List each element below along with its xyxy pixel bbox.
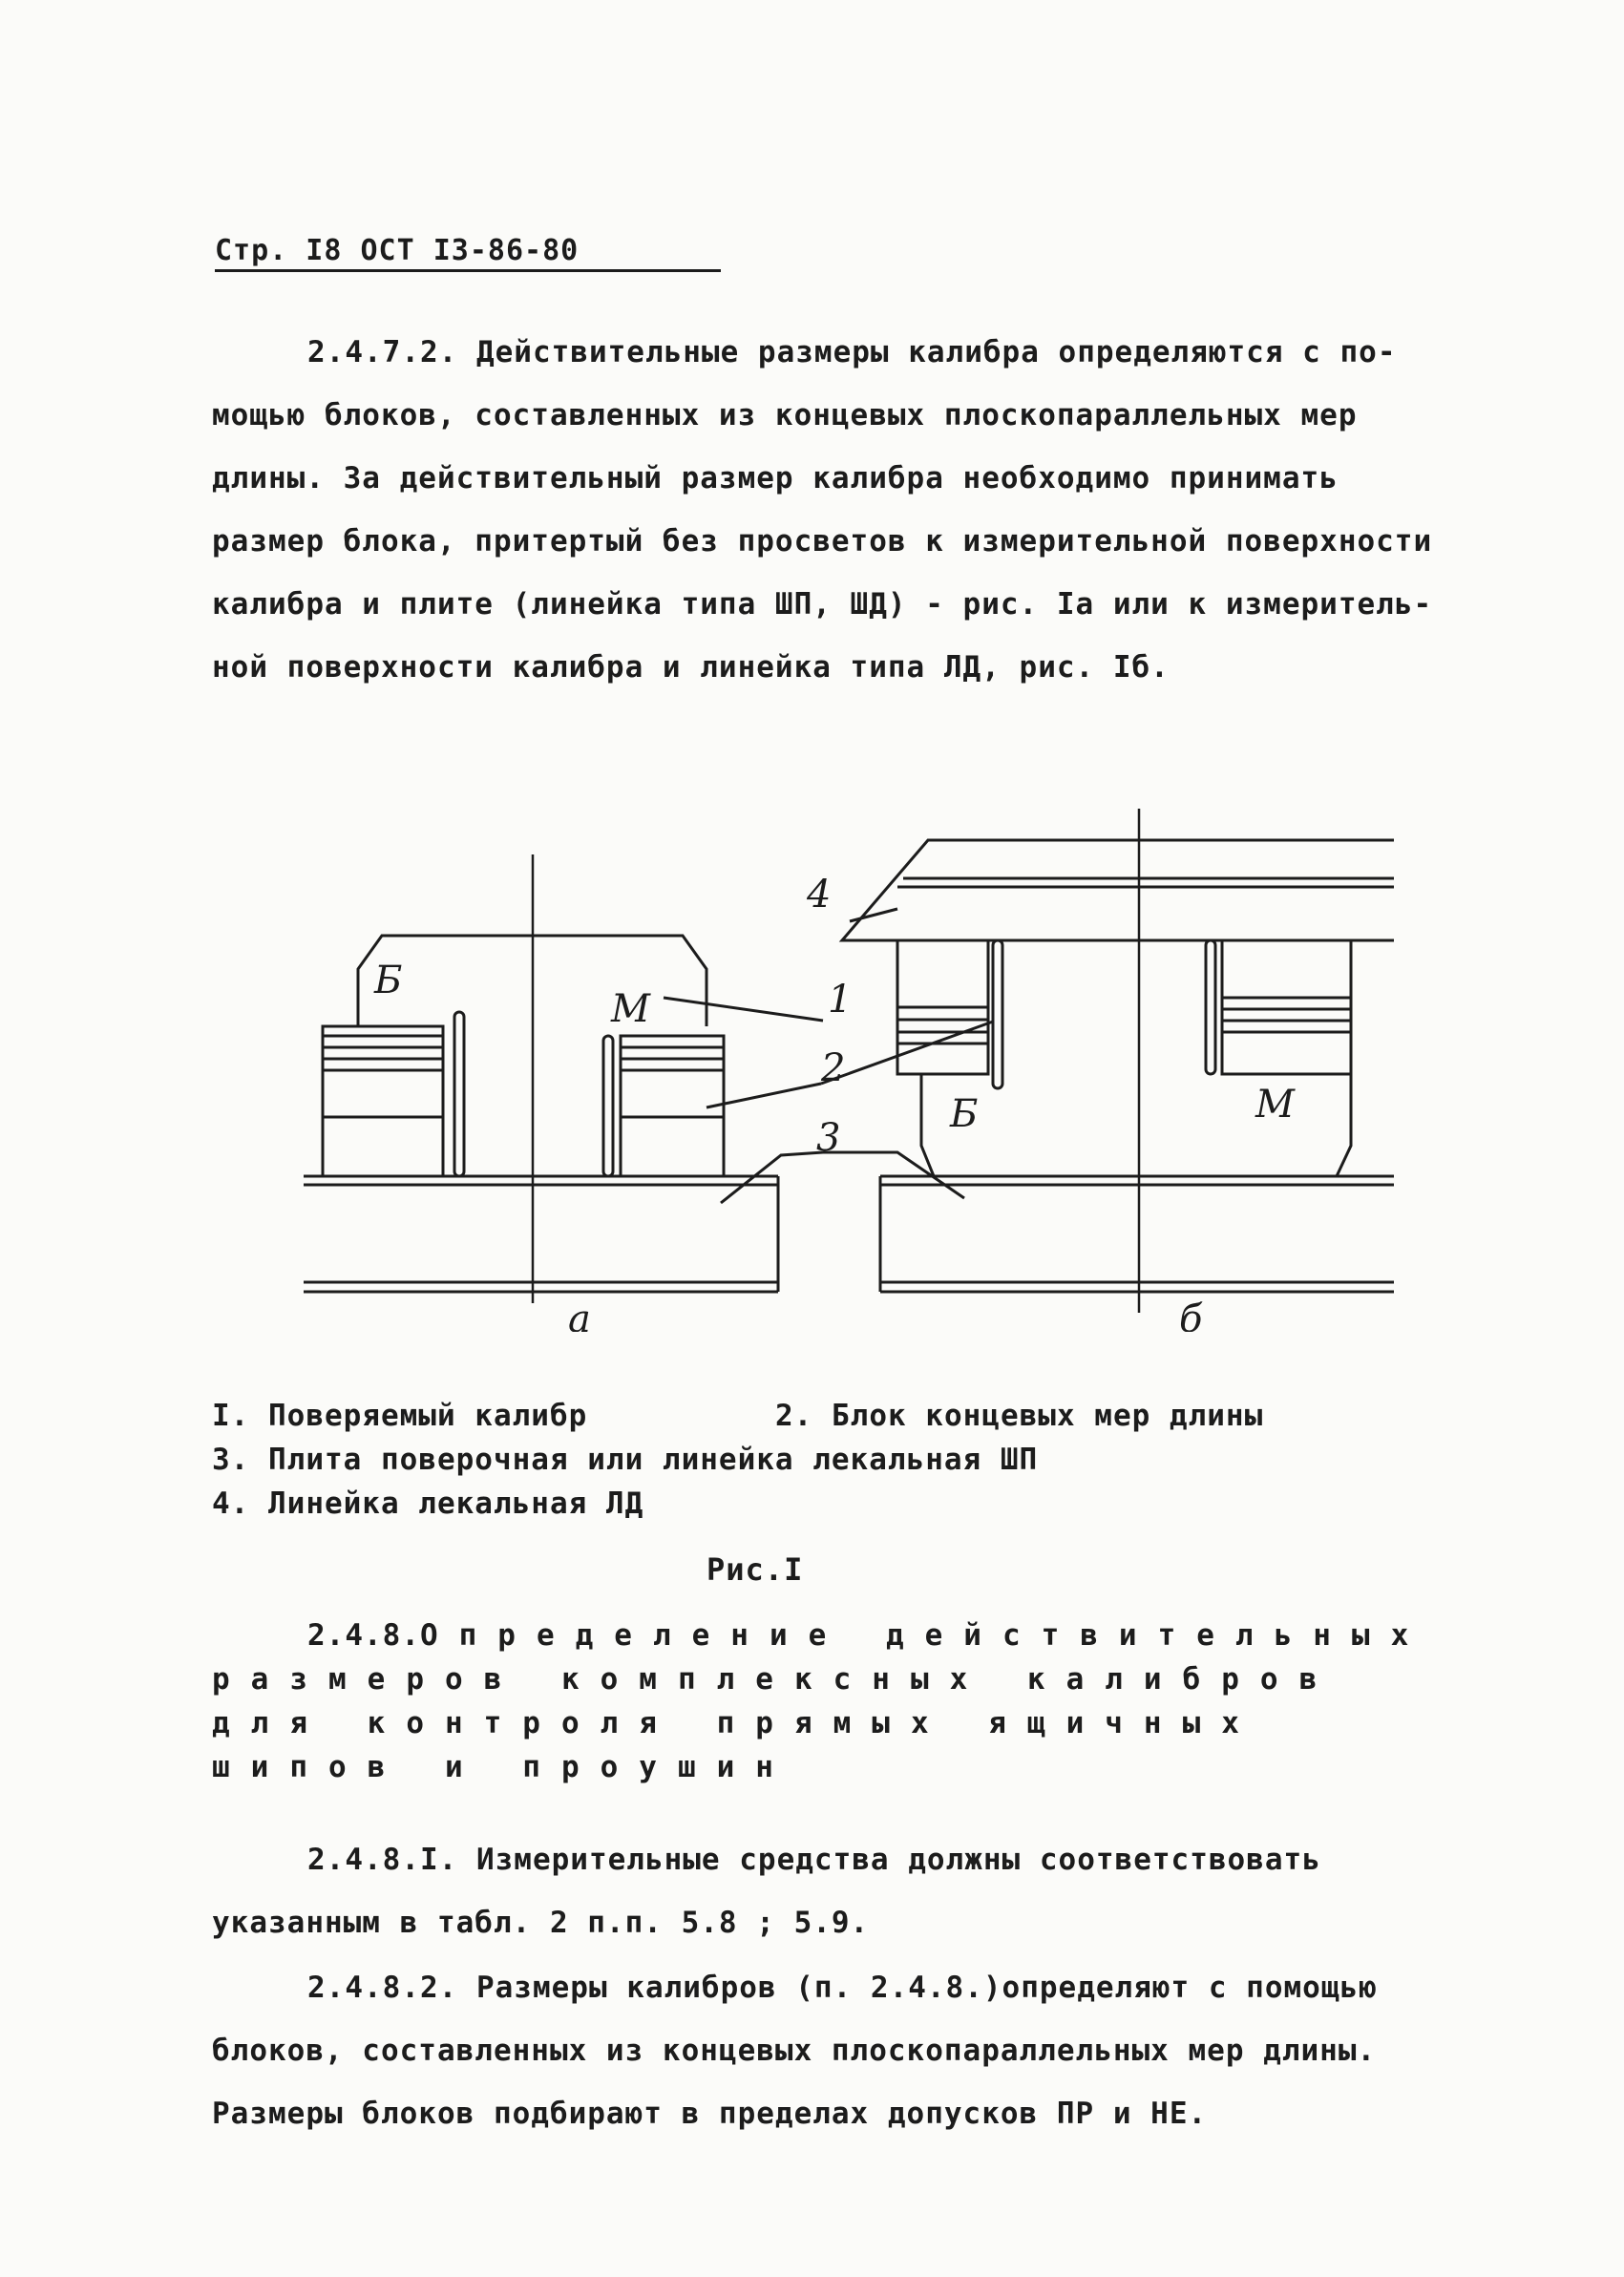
page-header: Стр. I8 ОСТ I3-86-80 bbox=[215, 235, 721, 272]
heading-line: размеров комплексных калибров bbox=[212, 1662, 1339, 1697]
paragraph-2-4-7-2 bbox=[212, 321, 1444, 699]
figure-1-drawing bbox=[286, 797, 1413, 1332]
left-block-stack bbox=[323, 1026, 443, 1176]
legend-item-2: 2. Блок концевых мер длины bbox=[775, 1399, 1264, 1433]
right-block-stack-2 bbox=[1222, 940, 1351, 1074]
text-line: калибра и плите (линейка типа ШП, ШД) - рис. Iа или к измеритель- bbox=[212, 587, 1433, 622]
heading-line: шипов и проушин bbox=[212, 1750, 794, 1784]
right-block-stack bbox=[897, 940, 988, 1074]
label-m-left: М bbox=[611, 987, 650, 1031]
label-sub-a: а bbox=[568, 1297, 591, 1332]
text-line: блоков, составленных из концевых плоскопараллельных мер длины. bbox=[212, 2034, 1377, 2068]
label-sub-b: б bbox=[1179, 1297, 1203, 1332]
paragraph-2-4-8-2 bbox=[212, 1956, 1444, 2145]
label-2: 2 bbox=[821, 1046, 846, 1090]
text-line: 2.4.8.2. Размеры калибров (п. 2.4.8.)определяют с помощью bbox=[307, 1971, 1378, 2005]
right-assembly bbox=[842, 809, 1394, 1313]
text-line: 2.4.8.I. Измерительные средства должны соответствовать bbox=[307, 1843, 1321, 1877]
left-gauge-jaw-m bbox=[603, 1036, 613, 1176]
label-4: 4 bbox=[807, 873, 832, 917]
label-m-right: М bbox=[1255, 1083, 1295, 1127]
figure-caption: Рис.I bbox=[707, 1551, 804, 1588]
paragraph-2-4-8-1 bbox=[212, 1828, 1444, 1954]
left-gauge-jaw-b bbox=[454, 1012, 464, 1176]
text-line: указанным в табл. 2 п.п. 5.8 ; 5.9. bbox=[212, 1906, 870, 1940]
left-plate bbox=[304, 1176, 778, 1292]
label-b-left: Б bbox=[374, 959, 403, 1002]
text-line: размер блока, притертый без просветов к измерительной поверхности bbox=[212, 524, 1433, 559]
text-line: Размеры блоков подбирают в пределах допусков ПР и НЕ. bbox=[212, 2097, 1208, 2131]
ruler-ld bbox=[842, 840, 1394, 940]
heading-line: 2.4.8.Определение действительных bbox=[307, 1618, 1430, 1653]
legend-item-4: 4. Линейка лекальная ЛД bbox=[212, 1486, 644, 1521]
text-line: длины. За действительный размер калибра необходимо принимать bbox=[212, 461, 1339, 495]
section-heading-2-4-8 bbox=[212, 1613, 1444, 1789]
label-b-right: Б bbox=[950, 1092, 979, 1136]
right-gauge-jaw-m bbox=[1206, 940, 1215, 1074]
heading-line: для контроля прямых ящичных bbox=[212, 1706, 1260, 1740]
legend-item-1: I. Поверяемый калибр bbox=[212, 1399, 588, 1433]
label-3: 3 bbox=[816, 1116, 841, 1160]
label-1: 1 bbox=[828, 978, 853, 1022]
legend-item-3: 3. Плита поверочная или линейка лекальная ШП bbox=[212, 1443, 1039, 1477]
text-line: ной поверхности калибра и линейка типа ЛД, рис. Iб. bbox=[212, 650, 1170, 685]
right-gauge-jaw-b bbox=[993, 940, 1002, 1088]
left-assembly bbox=[304, 854, 778, 1303]
text-line: мощью блоков, составленных из концевых плоскопараллельных мер bbox=[212, 398, 1358, 432]
text-line: 2.4.7.2. Действительные размеры калибра определяются с по- bbox=[307, 335, 1397, 369]
